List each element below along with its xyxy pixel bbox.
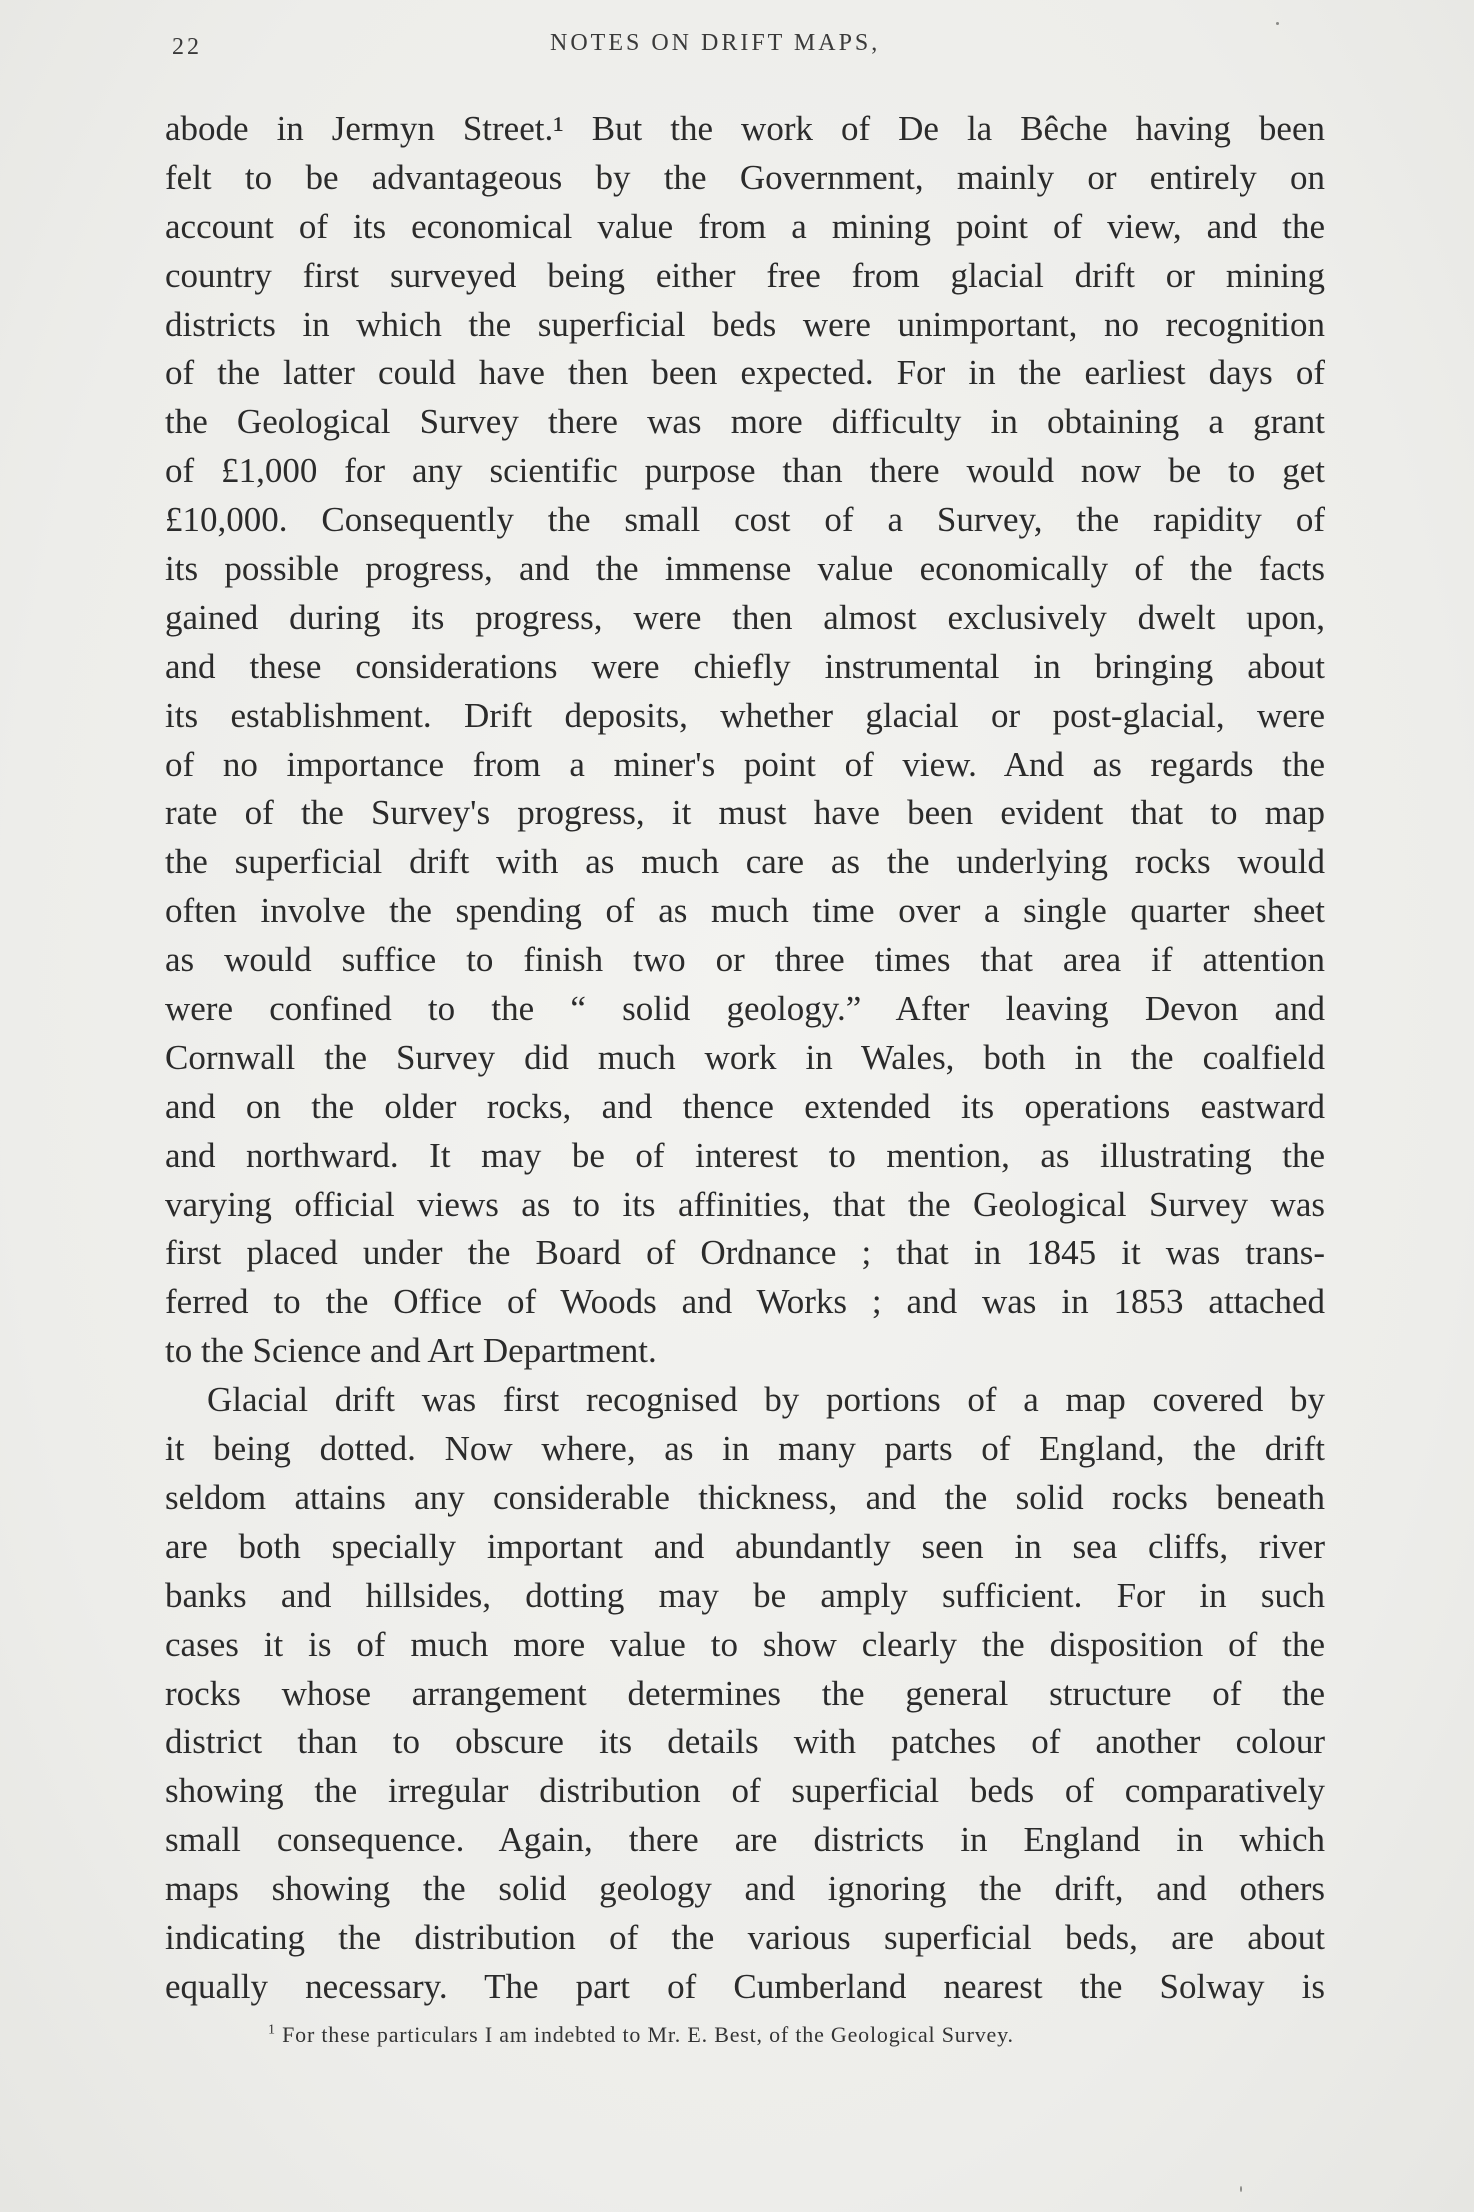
text-line: Cornwall the Survey did much work in Wales, both in the coalfield xyxy=(165,1037,1325,1077)
text-line: ferred to the Office of Woods and Works ; and was in 1853 attached xyxy=(165,1282,1325,1322)
text-line: the Geological Survey there was more difficulty in obtaining a grant xyxy=(165,402,1325,442)
text-line: varying official views as to its affinities, that the Geological Survey was xyxy=(165,1184,1325,1224)
text-line: abode in Jermyn Street.¹ But the work of De la Bêche having been xyxy=(165,109,1325,148)
paragraph-1 xyxy=(165,105,1325,1376)
text-line: indicating the distribution of the various superficial beds, are about xyxy=(165,1917,1325,1957)
text-line: maps showing the solid geology and ignoring the drift, and others xyxy=(165,1869,1325,1909)
text-line: and these considerations were chiefly instrumental in bringing about xyxy=(165,646,1325,686)
text-line: felt to be advantageous by the Government, mainly or entirely on xyxy=(165,157,1325,197)
text-line: were confined to the “ solid geology.” After leaving Devon and xyxy=(165,989,1325,1029)
text-line: banks and hillsides, dotting may be amply sufficient. For in such xyxy=(165,1575,1325,1615)
text-line: its establishment. Drift deposits, whether glacial or post-glacial, were xyxy=(165,695,1325,735)
text-line: account of its economical value from a mining point of view, and the xyxy=(165,206,1325,246)
text-line: its possible progress, and the immense value economically of the facts xyxy=(165,549,1325,589)
page-number: 22 xyxy=(172,34,202,60)
paper-speck xyxy=(1240,2186,1242,2192)
text-line: seldom attains any considerable thickness, and the solid rocks beneath xyxy=(165,1477,1325,1517)
footnote-marker: 1 xyxy=(268,2022,276,2038)
text-line: cases it is of much more value to show clearly the disposition of the xyxy=(165,1624,1325,1664)
text-line: Glacial drift was first recognised by portions of a map covered by xyxy=(207,1380,1325,1420)
text-line: of £1,000 for any scientific purpose than there would now be to get xyxy=(165,451,1325,491)
text-line: districts in which the superficial beds were unimportant, no recognition xyxy=(165,304,1325,344)
text-line: of no importance from a miner's point of view. And as regards the xyxy=(165,744,1325,784)
text-line: rate of the Survey's progress, it must have been evident that to map xyxy=(165,793,1325,833)
text-line: to the Science and Art Department. xyxy=(165,1331,657,1371)
text-line: rocks whose arrangement determines the general structure of the xyxy=(165,1673,1325,1713)
text-line: district than to obscure its details with patches of another colour xyxy=(165,1722,1325,1762)
text-line: £10,000. Consequently the small cost of a Survey, the rapidity of xyxy=(165,500,1325,540)
text-line: as would suffice to finish two or three times that area if attention xyxy=(165,940,1325,980)
footnote-text: For these particulars I am indebted to Mr. E. Best, of the Geological Survey. xyxy=(282,2022,1014,2047)
text-line: it being dotted. Now where, as in many parts of England, the drift xyxy=(165,1429,1325,1469)
text-line: small consequence. Again, there are districts in England in which xyxy=(165,1820,1325,1860)
text-line: often involve the spending of as much time over a single quarter sheet xyxy=(165,891,1325,931)
text-line: country first surveyed being either free from glacial drift or mining xyxy=(165,255,1325,295)
text-line: first placed under the Board of Ordnance ; that in 1845 it was trans- xyxy=(165,1233,1325,1273)
body-text xyxy=(165,105,1325,2012)
text-line: equally necessary. The part of Cumberland nearest the Solway is xyxy=(165,1966,1325,2006)
text-line: of the latter could have then been expected. For in the earliest days of xyxy=(165,353,1325,393)
text-line: and on the older rocks, and thence extended its operations eastward xyxy=(165,1086,1325,1126)
text-line: showing the irregular distribution of superficial beds of comparatively xyxy=(165,1771,1325,1811)
text-line: gained during its progress, were then almost exclusively dwelt upon, xyxy=(165,597,1325,637)
running-head: NOTES ON DRIFT MAPS, xyxy=(550,30,881,56)
text-line: are both specially important and abundantly seen in sea cliffs, river xyxy=(165,1526,1325,1566)
footnote xyxy=(268,2022,1014,2048)
paragraph-2 xyxy=(165,1376,1325,2012)
page-header xyxy=(160,26,1340,66)
paper-speck xyxy=(1276,22,1279,25)
text-line: the superficial drift with as much care as the underlying rocks would xyxy=(165,842,1325,882)
text-line: and northward. It may be of interest to mention, as illustrating the xyxy=(165,1135,1325,1175)
